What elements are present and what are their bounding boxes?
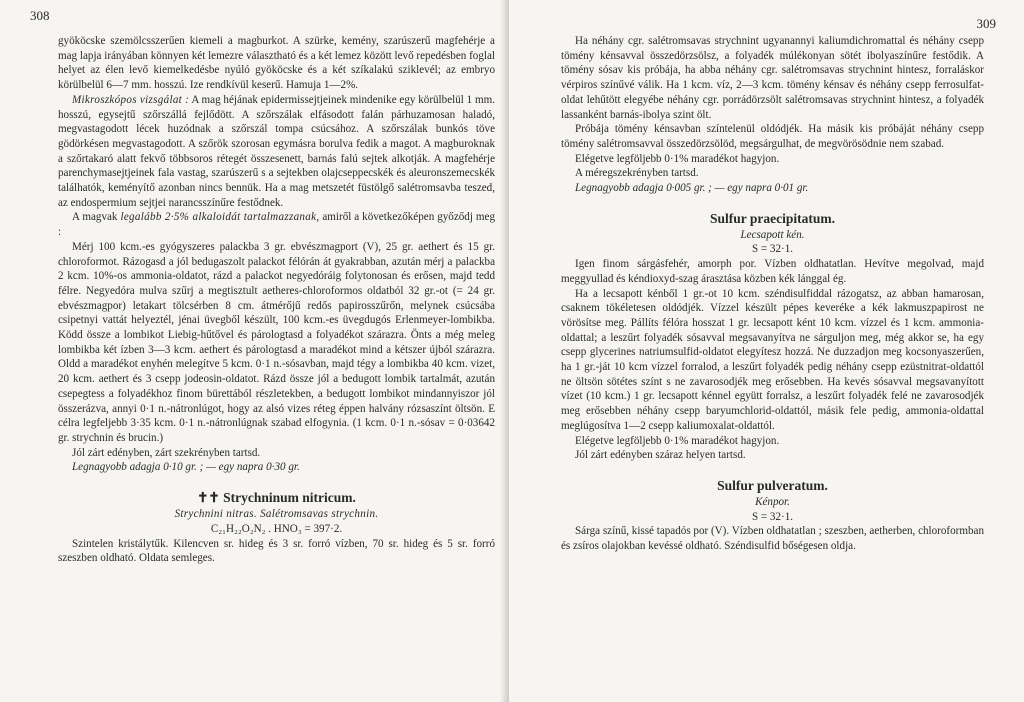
chemical-formula: S = 32·1. (751, 243, 794, 256)
chemical-formula: C₂₁H₂₂O₂N₂ . HNO₃ = 397·2. (210, 522, 343, 535)
storage-note: Jól zárt edényben, zárt szekrényben tartsd. (72, 446, 261, 459)
paragraph-text: amiről a következőképen győződj meg : (58, 211, 495, 239)
right-page (509, 0, 1024, 702)
section-heading: Sulfur praecipitatum. (709, 210, 835, 226)
storage-note: A méregszekrényben tartsd. (575, 167, 699, 180)
paragraph: Mérj 100 kcm.-es gyógyszeres palackba 3 gr. ebvészmagport (V), 25 gr. aethert és 15 gr. chloroformot. Rázogasd a jól bedugaszolt palackot félórán át gyakrabban, azután mérj a palackba 2 kcm. 10%-os ammonia-oldatot, rázd a palackot negyedóráig folytonosan és erősen, majd tedd félre. Negyedóra mulva szűrj a megtisztult aetheres-chloroformos oldatból 32 gr.-ot (= 24 gr. ebvészmagpor) letakart tölcsérben 8 cm. átmérőjű redős papirosszűrőn, melynek csúcsába csipetnyi vattát helyeztél, jénai üvegből készült, 100 kcm.-es üvegdugós Erlenmeyer-lombikba. Ködd össze a lombikot Liebig-hűtővel és párologtasd a folyadékot szárazra. Önts a még meleg lombikba két ízben 3—3 kcm. aethert és párologtasd a maradékot mind a kétszer újból szárazra. Oldd a maradékot enyhén melegítve 5 kcm. 0·1 n.-sósavban, majd tégy a lombikba 40 kcm. vizet, 20 kcm. aethert és 3 csepp jodeosin-oldatot. Rázd össze jól a bedugott lombik tartalmát, azután csepegtess a folyadékhoz finom bürettából részletekben, a bedugott lombikot mindannyiszor jól összerázva, annyi 0·1 n.-nátronlúgot, hogy az alsó vizes réteg éppen halvány rózsaszínt öltsön. E célra legfeljebb 3·35 kcm. 0·1 n.-nátronlúgnak szabad elfogynia. (1 kcm. 0·1 n.-sósav = 0·03642 gr. strychnin és brucin.) (58, 240, 495, 444)
storage-note: Jól zárt edényben száraz helyen tartsd. (575, 449, 746, 462)
paragraph: Elégetve legföljebb 0·1% maradékot hagyjon. (575, 152, 780, 165)
dosage-note: Legnagyobb adagja 0·10 gr. ; — egy napra 0·30 gr. (72, 461, 300, 474)
paragraph: Igen finom sárgásfehér, amorph por. Vízben oldhatatlan. Hevítve megolvad, majd meggyullad és kéndioxyd-szag árasztása közben kék lánggal ég. (561, 258, 984, 285)
page-number-left: 308 (30, 8, 50, 23)
paragraph-text: A magvak (72, 211, 121, 224)
dosage-note: Legnagyobb adagja 0·005 gr. ; — egy napra 0·01 gr. (575, 182, 809, 195)
paragraph: gyököcske szemölcsszerűen kiemeli a magburkot. A szürke, kemény, szarúszerű magfehérje a mag lapja irányában könnyen két lemezre választható és a két lemez között levő repedésben foglal helyet az élen levő kiemelkedésbe nyúló gyököcske és a két szíkalakú sziklevél; az embryo körülbelül 6—7 mm. hosszú. Ize rendkívül keserű. Hamuja 1—2%. (58, 35, 495, 92)
paragraph: Ha a lecsapott kénből 1 gr.-ot 10 kcm. széndisulfiddal rázogatsz, az abban hamarosan, csaknem tökéletesen oldódjék. Vízzel készült pépes keveréke a kék lakmuszpapirost ne vörösítse meg. Pállíts félóra hosszat 1 gr. lecsapott ként 10 kcm. vízzel és 1 kcm. ammonia-oldattal; a leszűrt folyadék sósavval megsavanyítva ne sárguljon meg, még akkor se, ha egy csepp glycerines natriumsulfid-oldatot elegyítesz hozzá. Ne duzzadjon meg kocsonyaszerűen, ha 1 gr.-ját 10 kcm vízzel forralod, a leszűrt folyadék pedig néhány csepp ezüstnitrat-oldattól ne öltsön sötétes színt s ne zavarosodjék meg erősebben. Ha kevés sósavval megsavanyított vízet (10 kcm.) 1 gr. lecsapott kénnel együtt forralsz, a leszűrt folyadék felé ne zavarosodjék meg erősebben néhány csepp baryumchlorid-oldattól, másik fele pedig, ammonia-oldattal meglúgosítva 1—2 csepp kaliumoxalat-oldattól. (561, 287, 984, 432)
section-heading: ✝✝ Strychninum nitricum. (197, 490, 356, 506)
paragraph: Sárga színű, kissé tapadós por (V). Vízben oldhatatlan ; szeszben, aetherben, chloroformban és zsíros olajokban kevéssé oldható. Széndisulfid bőségesen oldja. (561, 525, 985, 553)
chemical-formula: S = 32·1. (751, 510, 794, 523)
paragraph-text: A mag héjának epidermissejtjeinek mindenike egy körülbelül 1 mm. hosszú, egysejtű szőrszállá fejlődött. A szőrszálak elfásodott falán párhuzamosan haladó, megvastagodott lécek huzódnak a szőrszál tompa csúcsához. A szőrszálak bunkós töve gödörkésen megvastagodott. A szőrök szorosan egymásra borulva fedik a magot. A magburoknak a szőrtakaró alatt fekvő többsoros rétegét összesenett, barnás falú sejtek alkotják. A magfehérje parenchymasejtjeinek fala vastag, szarúszerű s a sejtekben olajcseppecskék és aleuronszemecskék találhatók, keményítő azonban nincs bennük. Ha a mag metszetét füstölgő salétromsavba teszed, az endospermium sejtjei narancsszínűre festődnek. (58, 93, 495, 209)
paragraph: Ha néhány cgr. salétromsavas strychnint ugyanannyi kaliumdichromattal és néhány csepp tömény kénsavval összedörzsölsz, a folyadék múlékonyan sötét ibolyaszínűre festődik. A tömény sósav kis próbája, ha abba néhány cgr. salétromsavas strychnint hintesz, forraláskor vérpiros színűvé válik. Ha 1 kcm. víz, 2—3 kcm. tömény kénsav és néhány csepp ferrosulfat-oldat lehűtött elegyébe néhány cgr. porrádörzsölt salétromsavas strychnint hintesz, a folyadék lassanként barnás-ibolya szint ölt. (561, 35, 984, 121)
section-subtitle: Lecsapott kén. (740, 228, 805, 241)
section-subtitle: Kénpor. (755, 495, 790, 508)
section-label: Mikroszkópos vizsgálat : (72, 93, 190, 106)
paragraph: Szintelen kristálytűk. Kilencven sr. hideg és 3 sr. forró vízben, 70 sr. hideg és 5 sr. forró szeszben oldható. Oldata semleges. (58, 537, 495, 565)
paragraph: Elégetve legföljebb 0·1% maradékot hagyjon. (575, 434, 780, 447)
page-number-right: 309 (976, 16, 996, 31)
paragraph (58, 93, 495, 211)
emphasis-text: legalább 2·5% alkaloidát tartalmazzanak, (120, 211, 320, 224)
section-subtitle: Strychnini nitras. Salétromsavas strychnin. (174, 508, 379, 521)
paragraph (58, 210, 495, 239)
section-heading: Sulfur pulveratum. (717, 477, 828, 493)
paragraph: Próbája tömény kénsavban színtelenül oldódjék. Ha másik kis próbáját néhány csepp tömény salétromsavval összedörzsölöd, megsárgulhat, de megvörösödnie nem szabad. (561, 123, 984, 150)
left-page (0, 0, 509, 702)
